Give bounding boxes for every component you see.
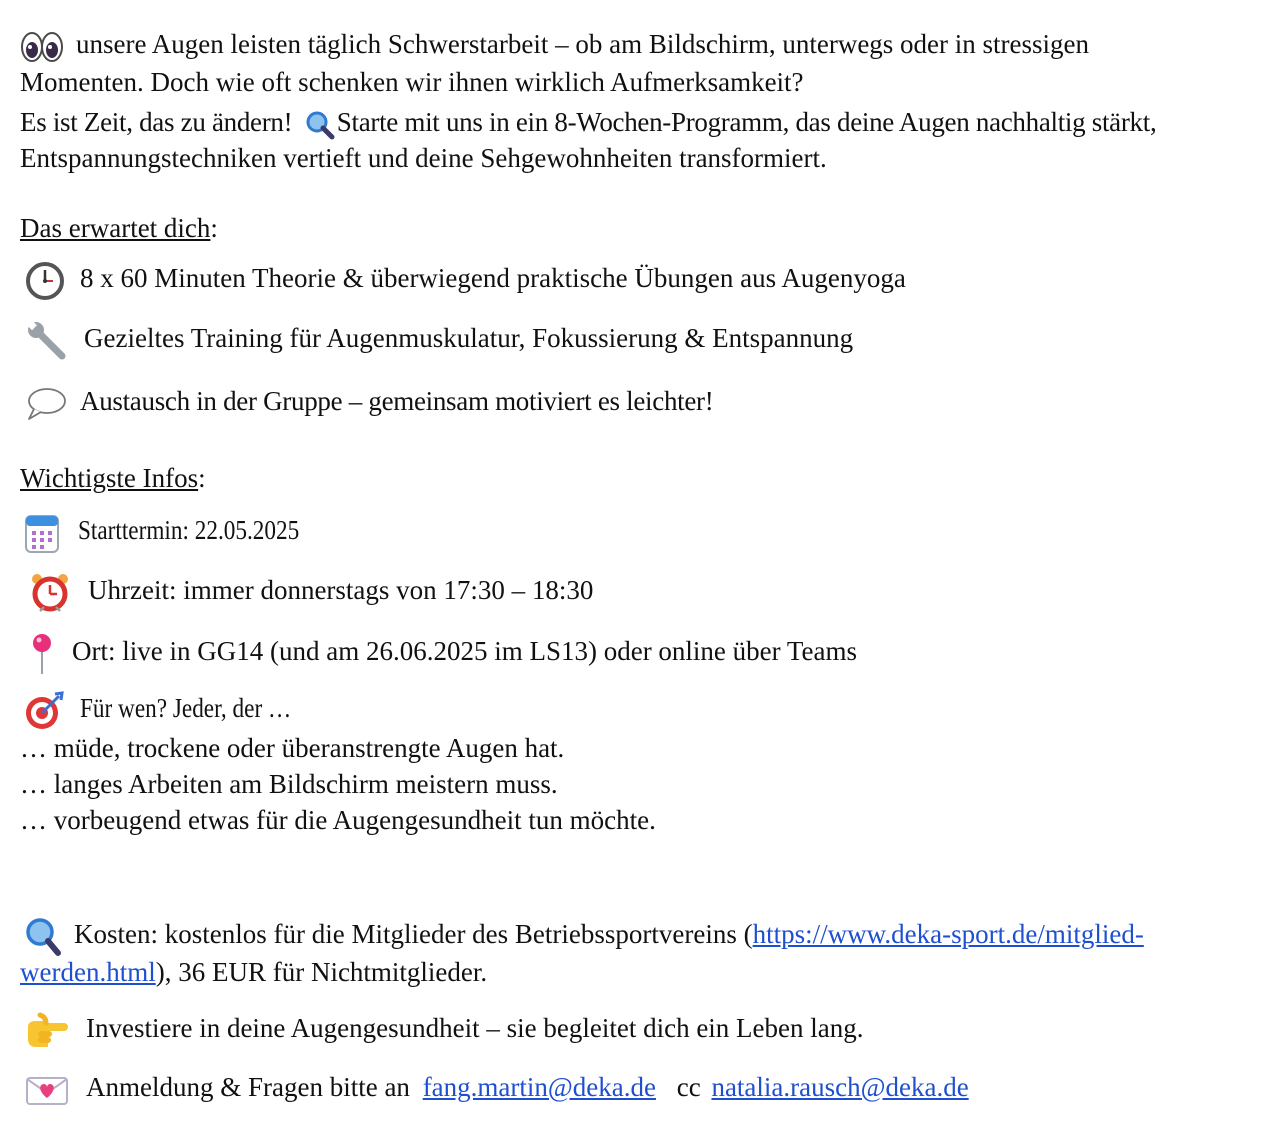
expect-item-3	[20, 383, 713, 421]
speech-bubble-icon	[26, 387, 66, 421]
intro-text-3b: Starte mit uns in ein 8-Wochen-Programm, das deine Augen nachhaltig stärkt,	[336, 107, 1157, 137]
invest-line	[20, 1010, 864, 1051]
intro-text-4: Entspannungstechniken vertieft und deine Sehgewohnheiten transformiert.	[20, 143, 827, 173]
email-fang-martin-link[interactable]: fang.martin@deka.de	[422, 1072, 656, 1102]
expect-heading-colon: :	[210, 213, 218, 243]
contact-cc: cc	[676, 1072, 701, 1102]
invest-text: Investiere in deine Augengesundheit – sie begleitet dich ein Leben lang.	[86, 1013, 864, 1043]
membership-link-part-1[interactable]: https://www.deka-sport.de/mitglied-	[752, 919, 1144, 949]
pushpin-icon	[30, 632, 54, 676]
costs-line-1	[20, 916, 1144, 957]
wrench-icon	[26, 320, 68, 362]
info-time	[20, 572, 593, 614]
pointing-hand-icon	[24, 1011, 70, 1051]
infos-heading	[20, 460, 206, 496]
intro-text-3a: Es ist Zeit, das zu ändern!	[20, 107, 293, 137]
intro-text-2: Momenten. Doch wie oft schenken wir ihnen wirklich Aufmerksamkeit?	[20, 67, 804, 97]
expect-heading	[20, 210, 218, 246]
calendar-icon	[24, 512, 60, 554]
info-time-text: Uhrzeit: immer donnerstags von 17:30 – 18:30	[88, 575, 594, 606]
magnifying-glass-icon	[24, 917, 62, 957]
clock-icon	[26, 262, 64, 300]
info-start-text: Starttermin: 22.05.2025	[78, 515, 300, 546]
info-start	[20, 512, 335, 554]
info-place-text: Ort: live in GG14 (und am 26.06.2025 im LS13) oder online über Teams	[72, 636, 857, 667]
info-audience-text: Für wen? Jeder, der …	[80, 693, 292, 723]
intro-line-3	[20, 104, 1156, 140]
expect-item-1-text: 8 x 60 Minuten Theorie & überwiegend praktische Übungen aus Augenyoga	[80, 263, 906, 293]
contact-line	[20, 1069, 969, 1106]
eyes-icon	[20, 30, 64, 64]
intro-line-1	[20, 26, 1089, 64]
contact-text: Anmeldung & Fragen bitte an	[86, 1072, 410, 1102]
expect-item-2	[20, 320, 853, 362]
alarm-clock-icon	[30, 572, 70, 614]
intro-text-1: unsere Augen leisten täglich Schwerstarbeit – ob am Bildschirm, unterwegs oder in stressigen	[76, 29, 1090, 59]
infos-heading-text: Wichtigste Infos	[20, 463, 199, 493]
audience-line-1: … müde, trockene oder überanstrengte Augen hat.	[20, 733, 565, 763]
target-icon	[24, 691, 64, 731]
info-audience	[20, 690, 326, 731]
expect-item-2-text: Gezieltes Training für Augenmuskulatur, Fokussierung & Entspannung	[84, 323, 854, 354]
audience-line-3: … vorbeugend etwas für die Augengesundheit tun möchte.	[20, 805, 656, 835]
expect-item-1	[20, 260, 906, 300]
audience-line-2: … langes Arbeiten am Bildschirm meistern muss.	[20, 769, 558, 799]
costs-text-a: Kosten: kostenlos für die Mitglieder des Betriebssportvereins (	[74, 919, 753, 949]
email-natalia-rausch-link[interactable]: natalia.rausch@deka.de	[711, 1072, 969, 1102]
info-place	[20, 632, 857, 676]
love-letter-icon	[26, 1074, 68, 1106]
costs-line-2	[20, 954, 487, 990]
costs-text-b: ), 36 EUR für Nichtmitglieder.	[155, 957, 488, 987]
expect-heading-text: Das erwartet dich	[20, 213, 211, 243]
membership-link-part-2[interactable]: werden.html	[20, 957, 156, 987]
infos-heading-colon: :	[198, 463, 206, 493]
magnifying-glass-icon	[305, 110, 335, 140]
expect-item-3-text: Austausch in der Gruppe – gemeinsam motiviert es leichter!	[80, 386, 714, 416]
